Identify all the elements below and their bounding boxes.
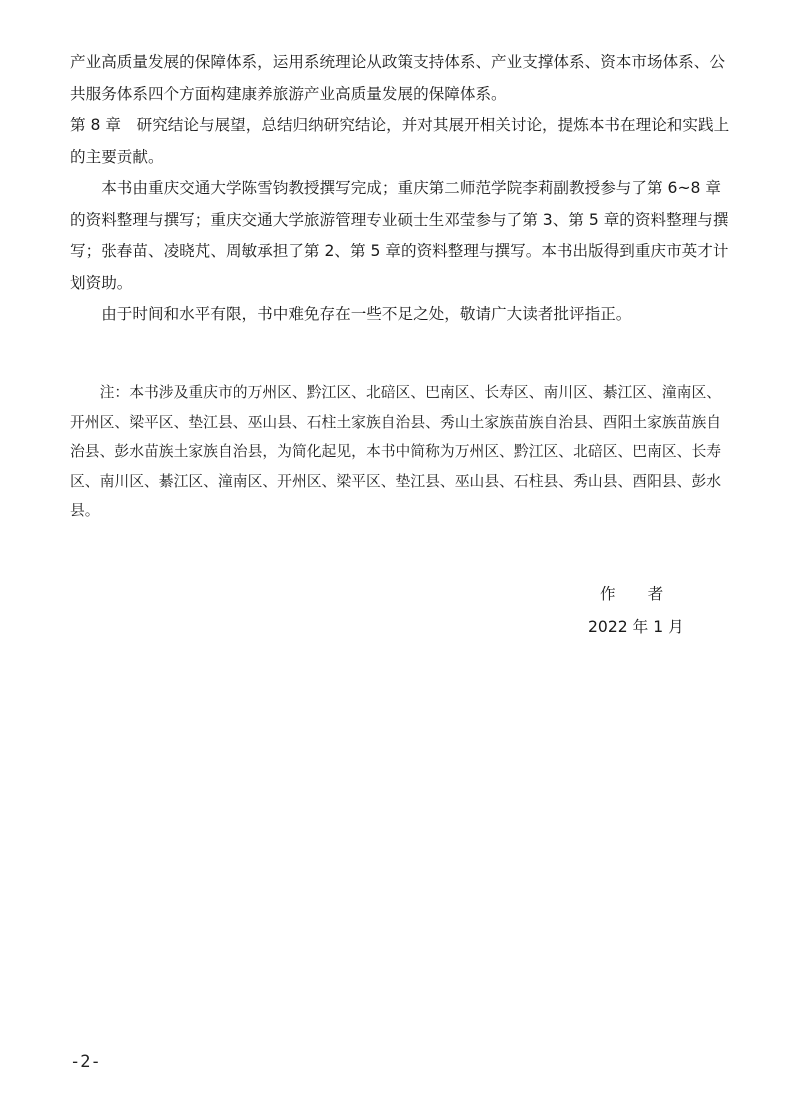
footnote: 注：本书涉及重庆市的万州区、黔江区、北碚区、巴南区、长寿区、南川区、綦江区、潼南区、开州区、梁平区、垫江县、巫山县、石柱土家族自治县、秀山土家族苗族自治县、酉阳土家族苗族自治县、彭水苗族土家族自治县，为简化起见，本书中简称为万州区、黔江区、北碚区、巴南区、长寿区、南川区、綦江区、潼南区、开州区、梁平区、垫江县、巫山县、石柱县、秀山县、酉阳县、彭水县。 [70, 384, 722, 519]
signature-block [588, 578, 708, 644]
signature-author: 作者 [600, 585, 696, 603]
paragraph-authors: 本书由重庆交通大学陈雪钧教授撰写完成；重庆第二师范学院李莉副教授参与了第 6~8 章的资料整理与撰写；重庆交通大学旅游管理专业硕士生邓莹参与了第 3、第 5 章的资料整理与撰写；张春苗、凌晓芃、周敏承担了第 2、第 5 章的资料整理与撰写。本书出版得到重庆市英才计划资助。 [70, 179, 729, 292]
signature-date: 2022 年 1 月 [588, 618, 684, 636]
paragraph-continuation: 产业高质量发展的保障体系，运用系统理论从政策支持体系、产业支撑体系、资本市场体系、公共服务体系四个方面构建康养旅游产业高质量发展的保障体系。 [70, 53, 725, 103]
page-number: -2- [70, 1052, 101, 1072]
body-text [70, 47, 730, 331]
paragraph-closing: 由于时间和水平有限，书中难免存在一些不足之处，敬请广大读者批评指正。 [101, 305, 632, 323]
paragraph-chapter-8: 第 8 章 研究结论与展望，总结归纳研究结论，并对其展开相关讨论，提炼本书在理论和实践上的主要贡献。 [70, 116, 730, 166]
